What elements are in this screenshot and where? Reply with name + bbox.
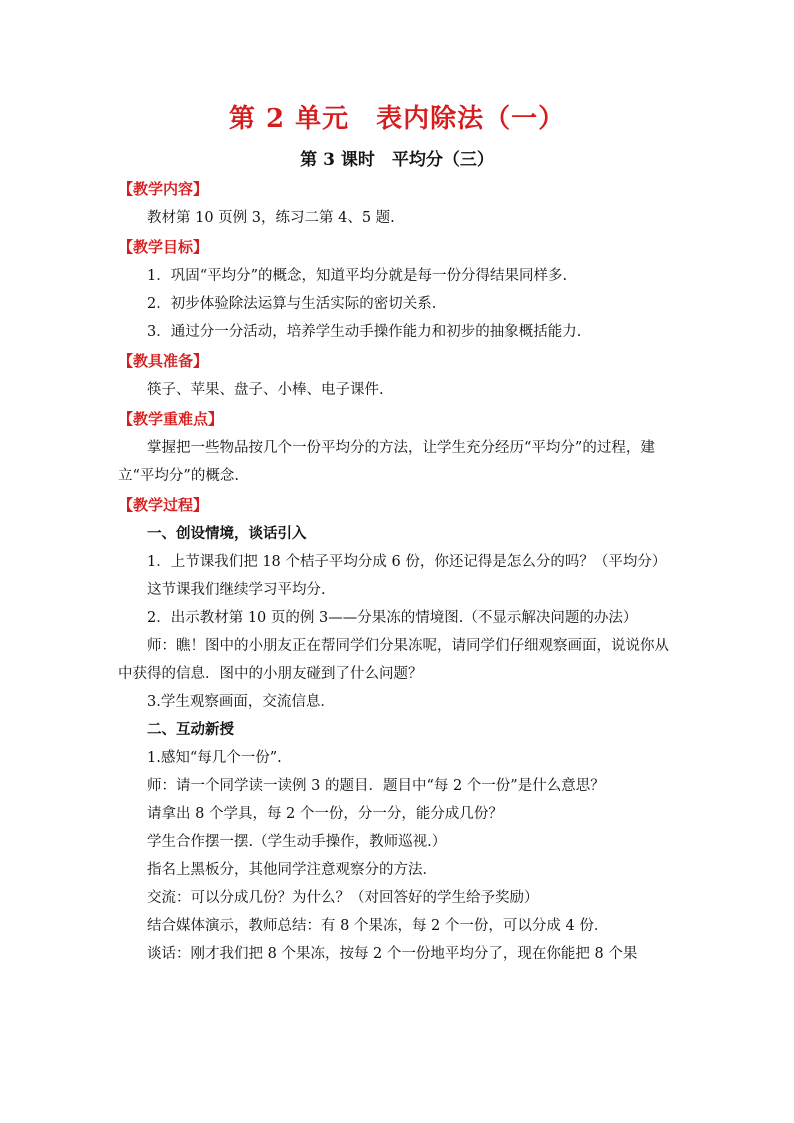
process-paragraph: 2．出示教材第 10 页的例 3——分果冻的情境图.（不显示解决问题的办法） bbox=[147, 610, 638, 626]
section-heading-tools: 【教具准备】 bbox=[118, 352, 209, 370]
process-part1-title: 一、创设情境，谈话引入 bbox=[147, 525, 307, 542]
goal-item-3: 3．通过分一分活动，培养学生动手操作能力和初步的抽象概括能力. bbox=[147, 324, 582, 340]
process-paragraph: 3.学生观察画面，交流信息． bbox=[147, 694, 335, 710]
section-heading-content: 【教学内容】 bbox=[118, 180, 209, 198]
process-paragraph: 1．上节课我们把 18 个桔子平均分成 6 份，你还记得是怎么分的吗？（平均分） bbox=[147, 554, 667, 570]
process-paragraph: 指名上黑板分，其他同学注意观察分的方法． bbox=[147, 862, 437, 878]
process-paragraph: 结合媒体演示，教师总结：有 8 个果冻，每 2 个一份，可以分成 4 份． bbox=[147, 918, 609, 934]
section-heading-process: 【教学过程】 bbox=[118, 496, 209, 514]
goal-item-1: 1．巩固“平均分”的概念，知道平均分就是每一份分得结果同样多. bbox=[147, 268, 568, 284]
lesson-subtitle: 第 3 课时 平均分（三） bbox=[300, 150, 494, 170]
tools-text: 筷子、苹果、盘子、小棒、电子课件. bbox=[147, 382, 384, 398]
process-part2-title: 二、互动新授 bbox=[147, 721, 234, 738]
content-text: 教材第 10 页例 3，练习二第 4、5 题. bbox=[147, 210, 395, 226]
process-paragraph: 谈话：刚才我们把 8 个果冻，按每 2 个一份地平均分了，现在你能把 8 个果 bbox=[147, 946, 638, 962]
section-heading-goals: 【教学目标】 bbox=[118, 238, 209, 256]
process-paragraph: 学生合作摆一摆.（学生动手操作，教师巡视.） bbox=[147, 834, 447, 850]
document-body bbox=[118, 174, 680, 968]
process-paragraph: 请拿出 8 个学具，每 2 个一份，分一分，能分成几份？ bbox=[147, 806, 503, 822]
page-title: 第 2 单元 表内除法（一） bbox=[228, 104, 566, 134]
section-heading-key-points: 【教学重难点】 bbox=[118, 410, 224, 428]
key-points-text: 掌握把一些物品按几个一份平均分的方法，让学生充分经历“平均分”的过程，建立“平均分”的概念. bbox=[118, 440, 655, 484]
process-paragraph: 师：请一个同学读一读例 3 的题目．题目中“每 2 个一份”是什么意思？ bbox=[147, 778, 605, 794]
goal-item-2: 2．初步体验除法运算与生活实际的密切关系. bbox=[147, 296, 437, 312]
process-paragraph: 师：瞧！图中的小朋友正在帮同学们分果冻呢，请同学们仔细观察画面，说说你从中获得的信息．图中的小朋友碰到了什么问题？ bbox=[118, 638, 669, 682]
process-paragraph: 交流：可以分成几份？为什么？（对回答好的学生给予奖励） bbox=[147, 890, 539, 906]
process-paragraph: 1.感知“每几个一份”. bbox=[147, 750, 282, 766]
process-paragraph: 这节课我们继续学习平均分. bbox=[147, 582, 326, 598]
